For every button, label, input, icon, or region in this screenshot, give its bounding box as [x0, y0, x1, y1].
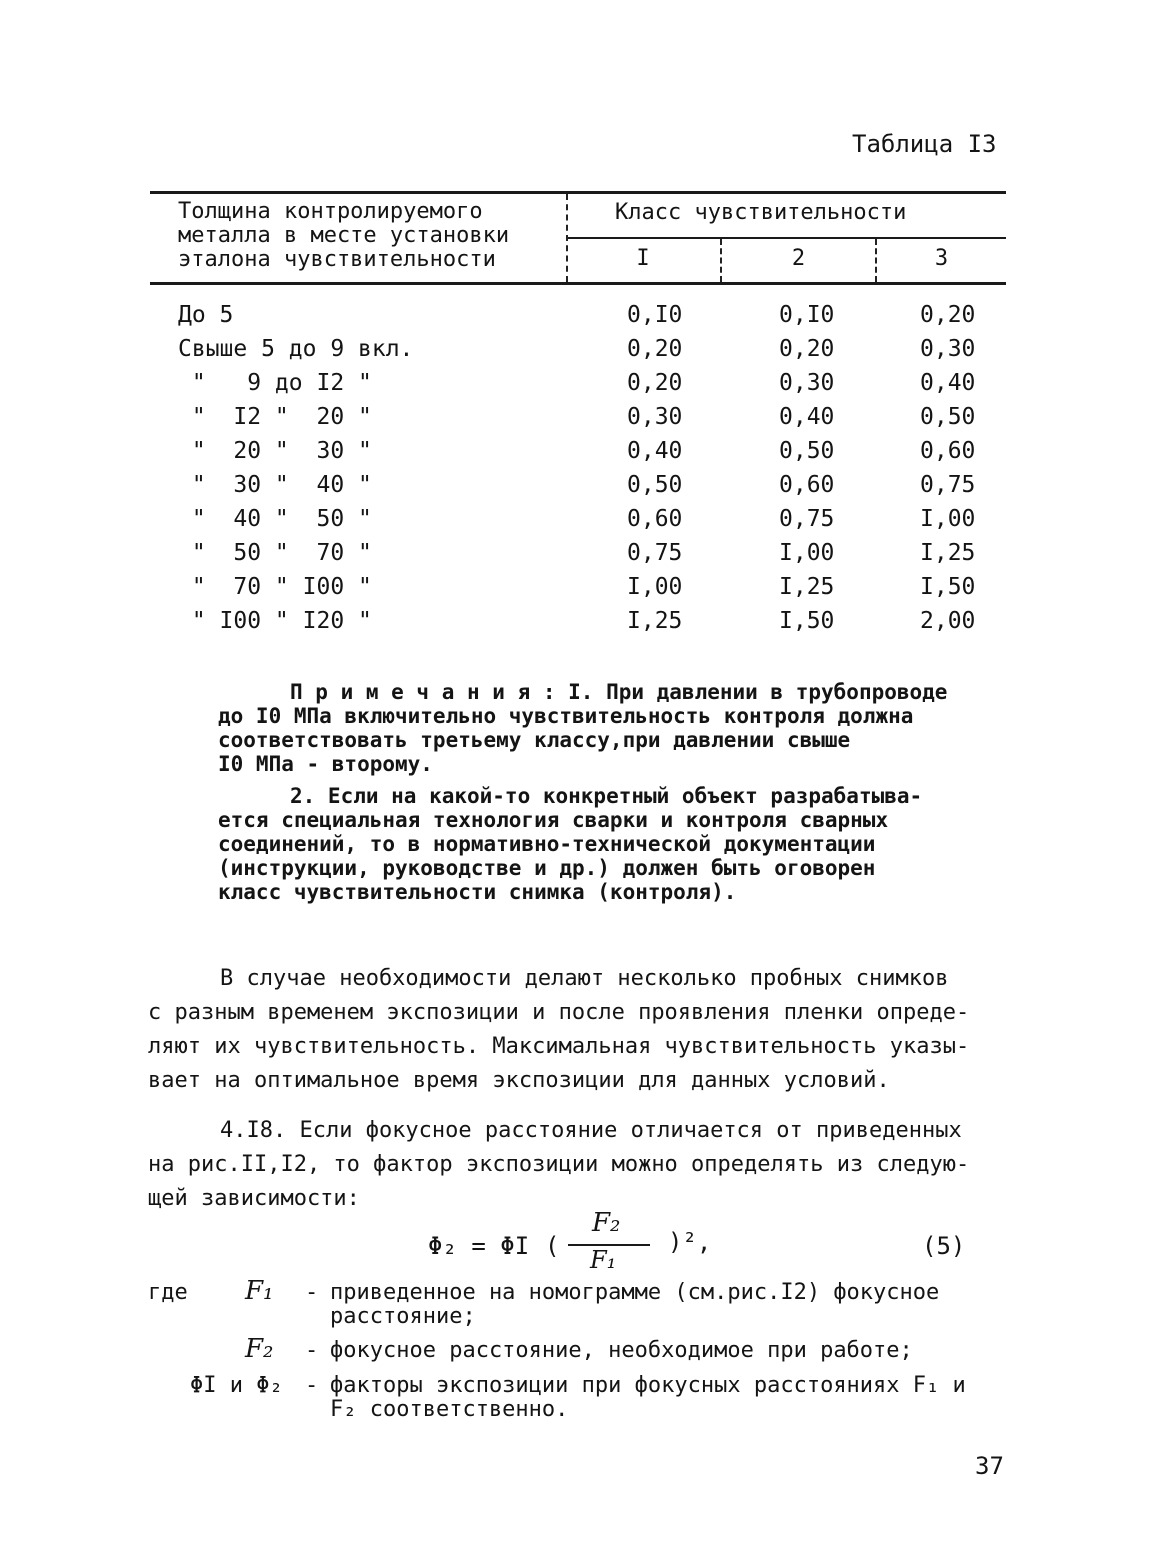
class-3-cell: I,50	[920, 574, 976, 600]
table-row	[0, 302, 1161, 336]
table-row	[0, 336, 1161, 370]
legend-line: F₂ соответственно.	[330, 1397, 569, 1422]
note-2	[218, 784, 1018, 904]
class-3-cell: 0,40	[920, 370, 976, 396]
note-line: (инструкции, руководстве и др.) должен быть оговорен	[218, 856, 876, 880]
thickness-cell: " 70 " I00 "	[178, 574, 372, 600]
table-row	[0, 438, 1161, 472]
class-1-cell: 0,60	[627, 506, 683, 532]
table-row	[0, 608, 1161, 642]
text-line: щей зависимости:	[148, 1186, 360, 1211]
legend-dash: -	[305, 1373, 319, 1398]
class-3-cell: 0,75	[920, 472, 976, 498]
text-line: на рис.II,I2, то фактор экспозиции можно определять из следую-	[148, 1152, 970, 1177]
class-column-header: Класс чувствительности	[615, 200, 907, 225]
formula-lhs: Φ₂ = ΦI	[428, 1232, 530, 1260]
class-1-cell: 0,20	[627, 370, 683, 396]
thickness-cell: " 50 " 70 "	[178, 540, 372, 566]
class-2-cell: 0,40	[779, 404, 835, 430]
legend-line: расстояние;	[330, 1304, 476, 1329]
class-2-cell: I,25	[779, 574, 835, 600]
class-1-cell: 0,75	[627, 540, 683, 566]
legend-line: приведенное на номограмме (см.рис.I2) фокусное	[330, 1280, 940, 1305]
header-line: эталона чувствительности	[178, 247, 496, 272]
class-3-header: 3	[934, 246, 949, 271]
header-line: металла в месте установки	[178, 223, 510, 248]
formula-numerator: F₂	[592, 1208, 621, 1238]
thickness-cell: Свыше 5 до 9 вкл.	[178, 336, 414, 362]
formula-close: )²,	[668, 1228, 712, 1256]
text-line: 4.I8. Если фокусное расстояние отличается от приведенных	[220, 1118, 962, 1143]
text-line: вает на оптимальное время экспозиции для данных условий.	[148, 1068, 890, 1093]
equation-number: (5)	[922, 1232, 966, 1260]
class-2-cell: 0,I0	[779, 302, 835, 328]
legend-line: факторы экспозиции при фокусных расстояниях F₁ и	[330, 1373, 966, 1398]
thickness-cell: " I00 " I20 "	[178, 608, 372, 634]
note-1	[218, 680, 1018, 776]
class-2-cell: 0,20	[779, 336, 835, 362]
note-line: ется специальная технология сварки и контроля сварных	[218, 808, 889, 832]
note-line: соединений, то в нормативно-технической документации	[218, 832, 876, 856]
class-2-cell: 0,60	[779, 472, 835, 498]
class-2-cell: 0,75	[779, 506, 835, 532]
class-1-cell: I,25	[627, 608, 683, 634]
class-3-cell: 0,20	[920, 302, 976, 328]
note-line: класс чувствительности снимка (контроля).	[218, 880, 737, 904]
table-row	[0, 404, 1161, 438]
header-bottom-rule	[150, 282, 1006, 285]
note-line: до I0 МПа включительно чувствительность контроля должна	[218, 704, 914, 728]
thickness-cell: " 9 до I2 "	[178, 370, 372, 396]
note-line: соответствовать третьему классу,при давлении свыше	[218, 728, 851, 752]
thickness-cell: До 5	[178, 302, 234, 328]
paragraph-4-18	[148, 1114, 1023, 1216]
text-line: В случае необходимости делают несколько пробных снимков	[220, 966, 949, 991]
class-1-cell: 0,40	[627, 438, 683, 464]
class-3-cell: 2,00	[920, 608, 976, 634]
legend-symbol-f2: F₂	[245, 1334, 274, 1364]
class-3-cell: 0,50	[920, 404, 976, 430]
class-2-cell: I,00	[779, 540, 835, 566]
table-top-rule	[150, 191, 1006, 194]
class-3-cell: I,25	[920, 540, 976, 566]
thickness-cell: " 40 " 50 "	[178, 506, 372, 532]
thickness-cell: " 30 " 40 "	[178, 472, 372, 498]
note-line: I0 МПа - второму.	[218, 752, 433, 776]
class-2-header: 2	[791, 246, 806, 271]
legend-text-f1	[330, 1281, 1010, 1329]
thickness-column-header	[178, 200, 558, 272]
class-2-cell: 0,30	[779, 370, 835, 396]
class-3-cell: 0,30	[920, 336, 976, 362]
class-2-cell: I,50	[779, 608, 835, 634]
class-1-cell: 0,50	[627, 472, 683, 498]
table-row	[0, 506, 1161, 540]
class-1-cell: I,00	[627, 574, 683, 600]
page-number: 37	[975, 1452, 1004, 1480]
legend-text-f2	[330, 1339, 1010, 1363]
legend-dash: -	[305, 1280, 319, 1305]
table-row	[0, 472, 1161, 506]
text-line: с разным временем экспозиции и после проявления пленки опреде-	[148, 1000, 970, 1025]
class-2-cell: 0,50	[779, 438, 835, 464]
legend-dash: -	[305, 1338, 319, 1363]
class-1-cell: 0,20	[627, 336, 683, 362]
thickness-cell: " I2 " 20 "	[178, 404, 372, 430]
table-row	[0, 370, 1161, 404]
class-3-cell: 0,60	[920, 438, 976, 464]
legend-line: фокусное расстояние, необходимое при работе;	[330, 1338, 913, 1363]
class-header-rule	[566, 237, 1006, 239]
class-1-header: I	[636, 246, 650, 271]
legend-where: где	[148, 1280, 188, 1305]
paragraph-exposure-tests	[148, 962, 1023, 1098]
class-3-cell: I,00	[920, 506, 976, 532]
formula-denominator: F₁	[590, 1246, 617, 1274]
table-row	[0, 574, 1161, 608]
class-1-cell: 0,I0	[627, 302, 683, 328]
table-caption: Таблица I3	[852, 130, 997, 158]
note-line: 2. Если на какой-то конкретный объект разрабатыва-	[290, 784, 923, 808]
thickness-cell: " 20 " 30 "	[178, 438, 372, 464]
text-line: ляют их чувствительность. Максимальная чувствительность указы-	[148, 1034, 970, 1059]
class-1-cell: 0,30	[627, 404, 683, 430]
legend-symbol-phi: ΦI и Φ₂	[190, 1373, 283, 1398]
table-row	[0, 540, 1161, 574]
note-line: П р и м е ч а н и я : I. При давлении в трубопроводе	[290, 680, 948, 704]
legend-symbol-f1: F₁	[245, 1276, 274, 1306]
formula-open-paren: (	[545, 1232, 560, 1260]
legend-text-phi	[330, 1374, 1030, 1422]
header-line: Толщина контролируемого	[178, 199, 483, 224]
